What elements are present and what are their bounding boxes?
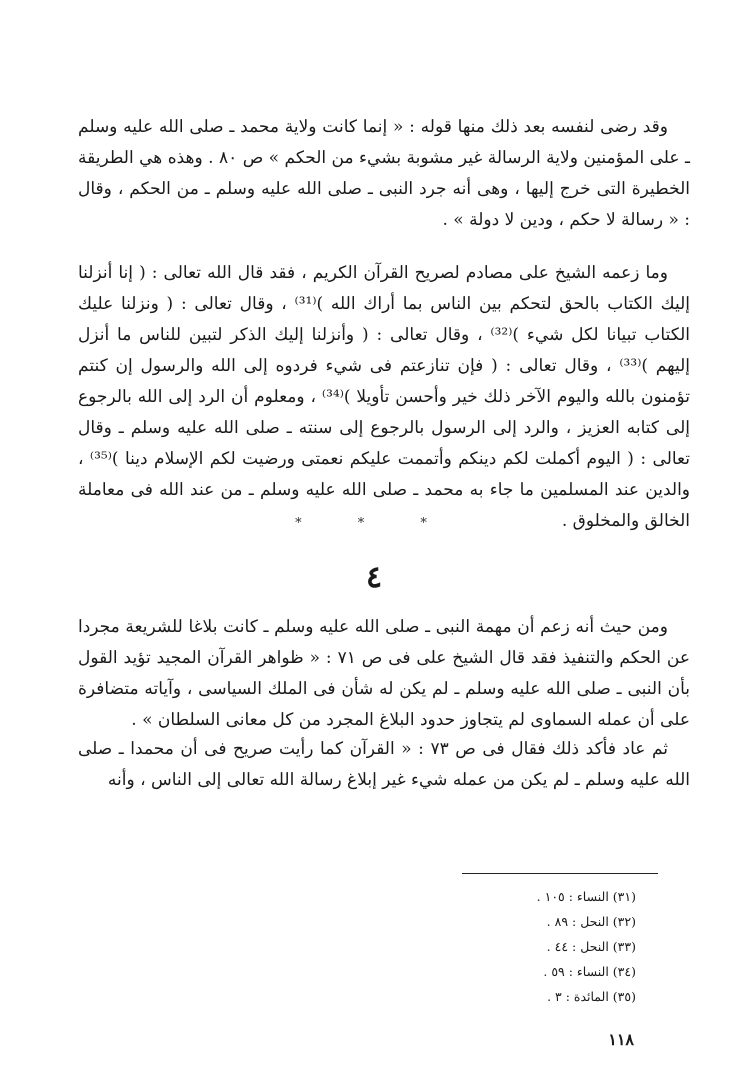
paragraph-1: وقد رضى لنفسه بعد ذلك منها قوله : « إنما كانت ولاية محمد ـ صلى الله عليه وسلم ـ على المؤمنين ولاية الرسالة غير مشوبة بشيء من الحكم » ص ٨٠ . وهذه هي الطريقة الخطيرة التى خرج إليها ، وهى أنه جرد النبى ـ صلى الله عليه وسلم ـ من الحكم ، وقال : « رسالة لا حكم ، ودين لا دولة » . (78, 117, 690, 230)
footnote-33: (٣٣) النحل : ٤٤ . (546, 939, 636, 954)
paragraph-block-1 (78, 112, 690, 236)
footnote-divider (462, 873, 658, 874)
footnote-31: (٣١) النساء : ١٠٥ . (536, 889, 636, 904)
page-number: ١١٨ (608, 1030, 634, 1049)
footnote-32: (٣٢) النحل : ٨٩ . (546, 914, 636, 929)
footnote-34: (٣٤) النساء : ٥٩ . (543, 964, 636, 979)
section-number: ٤ (365, 560, 383, 595)
paragraph-block-3 (78, 612, 690, 736)
footnotes (440, 884, 636, 1009)
paragraph-2: وما زعمه الشيخ على مصادم لصريح القرآن الكريم ، فقد قال الله تعالى : ( إنا أنزلنا إليك الكتاب بالحق لتحكم بين الناس بما أراك الله )⁽³¹⁾ ، وقال تعالى : ( ونزلنا عليك الكتاب تبيانا لكل شيء )⁽³²⁾ ، وقال تعالى : ( وأنزلنا إليك الذكر لتبين للناس ما أنزل إليهم )⁽³³⁾ ، وقال تعالى : ( فإن تنازعتم فى شيء فردوه إلى الله والرسول إن كنتم تؤمنون بالله واليوم الآخر ذلك خير وأحسن تأويلا )⁽³⁴⁾ ، ومعلوم أن الرد إلى الله بالرجوع إلى كتابه العزيز ، والرد إلى الرسول بالرجوع إلى سنته ـ صلى الله عليه وسلم ـ وقال تعالى : ( اليوم أكملت لكم دينكم وأتممت عليكم نعمتى ورضيت لكم الإسلام دينا )⁽³⁵⁾ ، والدين عند المسلمين ما جاء به محمد ـ صلى الله عليه وسلم ـ من عند الله فى معاملة الخالق والمخلوق . (78, 263, 691, 531)
paragraph-4: ثم عاد فأكد ذلك فقال فى ص ٧٣ : « القرآن كما رأيت صريح فى أن محمدا ـ صلى الله عليه وسلم ـ لم يكن من عمله شيء غير إبلاغ رسالة الله تعالى إلى الناس ، وأنه (78, 739, 690, 790)
paragraph-block-4 (78, 734, 690, 796)
section-separator: * * * (295, 516, 453, 531)
paragraph-3: ومن حيث أنه زعم أن مهمة النبى ـ صلى الله عليه وسلم ـ كانت بلاغا للشريعة مجردا عن الحكم والتنفيذ فقد قال الشيخ على فى ص ٧١ : « ظواهر القرآن المجيد تؤيد القول بأن النبى ـ صلى الله عليه وسلم ـ لم يكن له شأن فى الملك السياسى ، وآياته متضافرة على أن عمله السماوى لم يتجاوز حدود البلاغ المجرد من كل معانى السلطان » . (78, 617, 690, 730)
paragraph-block-2 (78, 258, 690, 537)
footnote-35: (٣٥) المائدة : ٣ . (547, 989, 636, 1004)
